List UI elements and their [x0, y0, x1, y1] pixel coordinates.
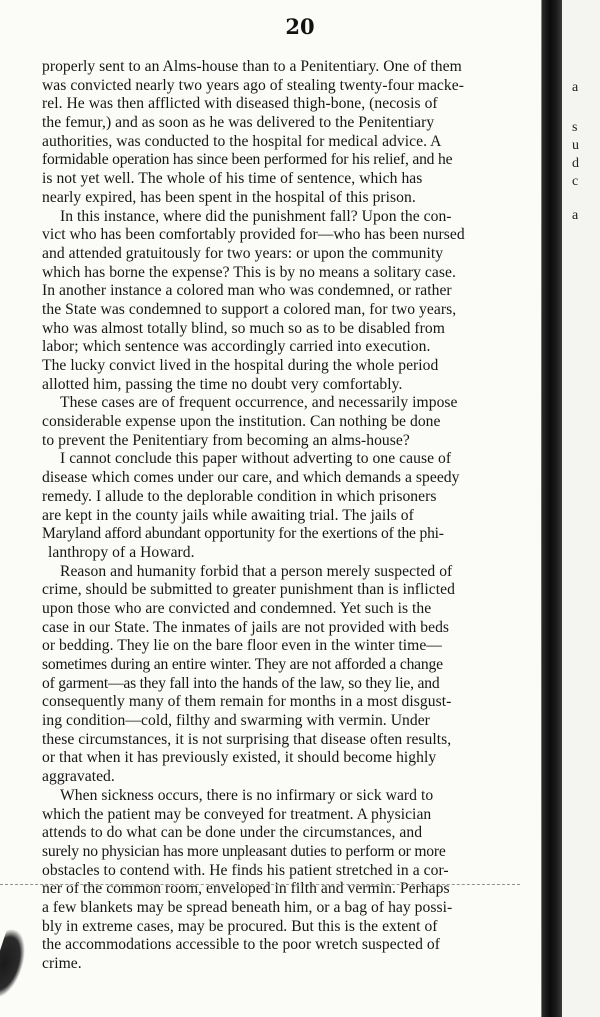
text-line: was convicted nearly two years ago of stealing twenty-four macke-: [42, 76, 464, 94]
text-line: The lucky convict lived in the hospital during the whole period: [42, 357, 439, 374]
text-line: allotted him, passing the time no doubt very comfortably.: [42, 375, 403, 393]
text-line: are kept in the county jails while awaiting trial. The jails of: [42, 506, 414, 524]
ink-blot: [0, 928, 32, 1003]
body-text: [42, 58, 568, 974]
text-line: attends to do what can be done under the circumstances, and: [42, 824, 423, 842]
text-line: ner of the common room, enveloped in filth and vermin. Perhaps: [42, 880, 450, 898]
text-line: is not yet well. The whole of his time of sentence, which has: [42, 170, 423, 188]
text-line: Reason and humanity forbid that a person merely suspected of: [60, 562, 453, 580]
text-line: the State was condemned to support a colored man, for two years,: [42, 300, 457, 318]
text-line: a few blankets may be spread beneath him, or a bag of hay possi-: [42, 898, 453, 916]
book-spine: [542, 0, 562, 1017]
text-line: obstacles to contend with. He finds his patient stretched in a cor-: [42, 861, 449, 879]
text-line: authorities, was conducted to the hospital for medical advice. A: [42, 132, 442, 150]
text-line: aggravated.: [42, 768, 115, 786]
text-line: formidable operation has since been performed for his relief, and he: [42, 151, 453, 169]
text-line: lanthropy of a Howard.: [48, 543, 195, 561]
page-fold-crease: [0, 884, 520, 885]
text-line: crime, should be submitted to greater punishment than is inflicted: [42, 581, 455, 599]
facing-text-fragment: a: [572, 208, 579, 223]
text-line: remedy. I allude to the deplorable condition in which prisoners: [42, 487, 437, 505]
text-line: consequently many of them remain for months in a most disgust-: [42, 693, 452, 711]
facing-text-fragment: a: [572, 80, 579, 95]
page-number: 20: [285, 14, 315, 39]
text-line: the femur,) and as soon as he was delivered to the Penitentiary: [42, 114, 435, 132]
facing-text-fragment: d: [572, 156, 579, 171]
text-line: or that when it has previously existed, it should become highly: [42, 749, 437, 767]
text-line: considerable expense upon the institution. Can nothing be done: [42, 413, 441, 431]
text-line: these circumstances, it is not surprising that disease often results,: [42, 730, 452, 748]
text-line: the accommodations accessible to the poor wretch suspected of: [42, 936, 440, 954]
text-line: vict who has been comfortably provided for—who has been nursed: [42, 226, 465, 244]
facing-text-fragment: c: [572, 174, 579, 189]
text-line: When sickness occurs, there is no infirmary or sick ward to: [60, 786, 434, 804]
text-line: to prevent the Penitentiary from becoming an alms-house?: [42, 431, 410, 449]
text-line: surely no physician has more unpleasant duties to perform or more: [42, 842, 446, 860]
text-line: These cases are of frequent occurrence, and necessarily impose: [60, 394, 458, 412]
text-line: I cannot conclude this paper without adverting to one cause of: [60, 450, 452, 468]
text-line: which the patient may be conveyed for treatment. A physician: [42, 805, 432, 823]
text-line: disease which comes under our care, and which demands a speedy: [42, 469, 460, 487]
text-line: ing condition—cold, filthy and swarming with vermin. Under: [42, 712, 430, 730]
text-line: rel. He was then afflicted with diseased thigh-bone, (necosis of: [42, 95, 438, 113]
text-line: In another instance a colored man who was condemned, or rather: [42, 282, 452, 300]
facing-page-edge: [562, 0, 600, 1017]
text-line: labor; which sentence was accordingly carried into execution.: [42, 338, 431, 356]
text-line: sometimes during an entire winter. They are not afforded a change: [42, 656, 443, 673]
facing-text-fragment: u: [572, 138, 579, 153]
facing-text-fragment: s: [572, 120, 578, 135]
text-line: Maryland afford abundant opportunity for the exertions of the phi-: [42, 525, 444, 543]
text-line: and attended gratuitously for two years: or upon the community: [42, 244, 444, 262]
text-line: properly sent to an Alms-house than to a Penitentiary. One of them: [42, 58, 462, 75]
text-line: upon those who are convicted and condemned. Yet such is the: [42, 599, 432, 617]
text-line: case in our State. The inmates of jails are not provided with beds: [42, 618, 450, 636]
text-line: who was almost totally blind, so much so as to be disabled from: [42, 319, 445, 337]
text-line: In this instance, where did the punishment fall? Upon the con-: [60, 207, 452, 225]
text-line: or bedding. They lie on the bare floor even in the winter time—: [42, 637, 442, 655]
text-line: crime.: [42, 955, 82, 972]
text-line: which has borne the expense? This is by no means a solitary case.: [42, 263, 456, 281]
text-line: nearly expired, has been spent in the hospital of this prison.: [42, 188, 416, 206]
text-line: bly in extreme cases, may be procured. But this is the extent of: [42, 917, 438, 935]
text-line: of garment—as they fall into the hands of the law, so they lie, and: [42, 674, 440, 692]
